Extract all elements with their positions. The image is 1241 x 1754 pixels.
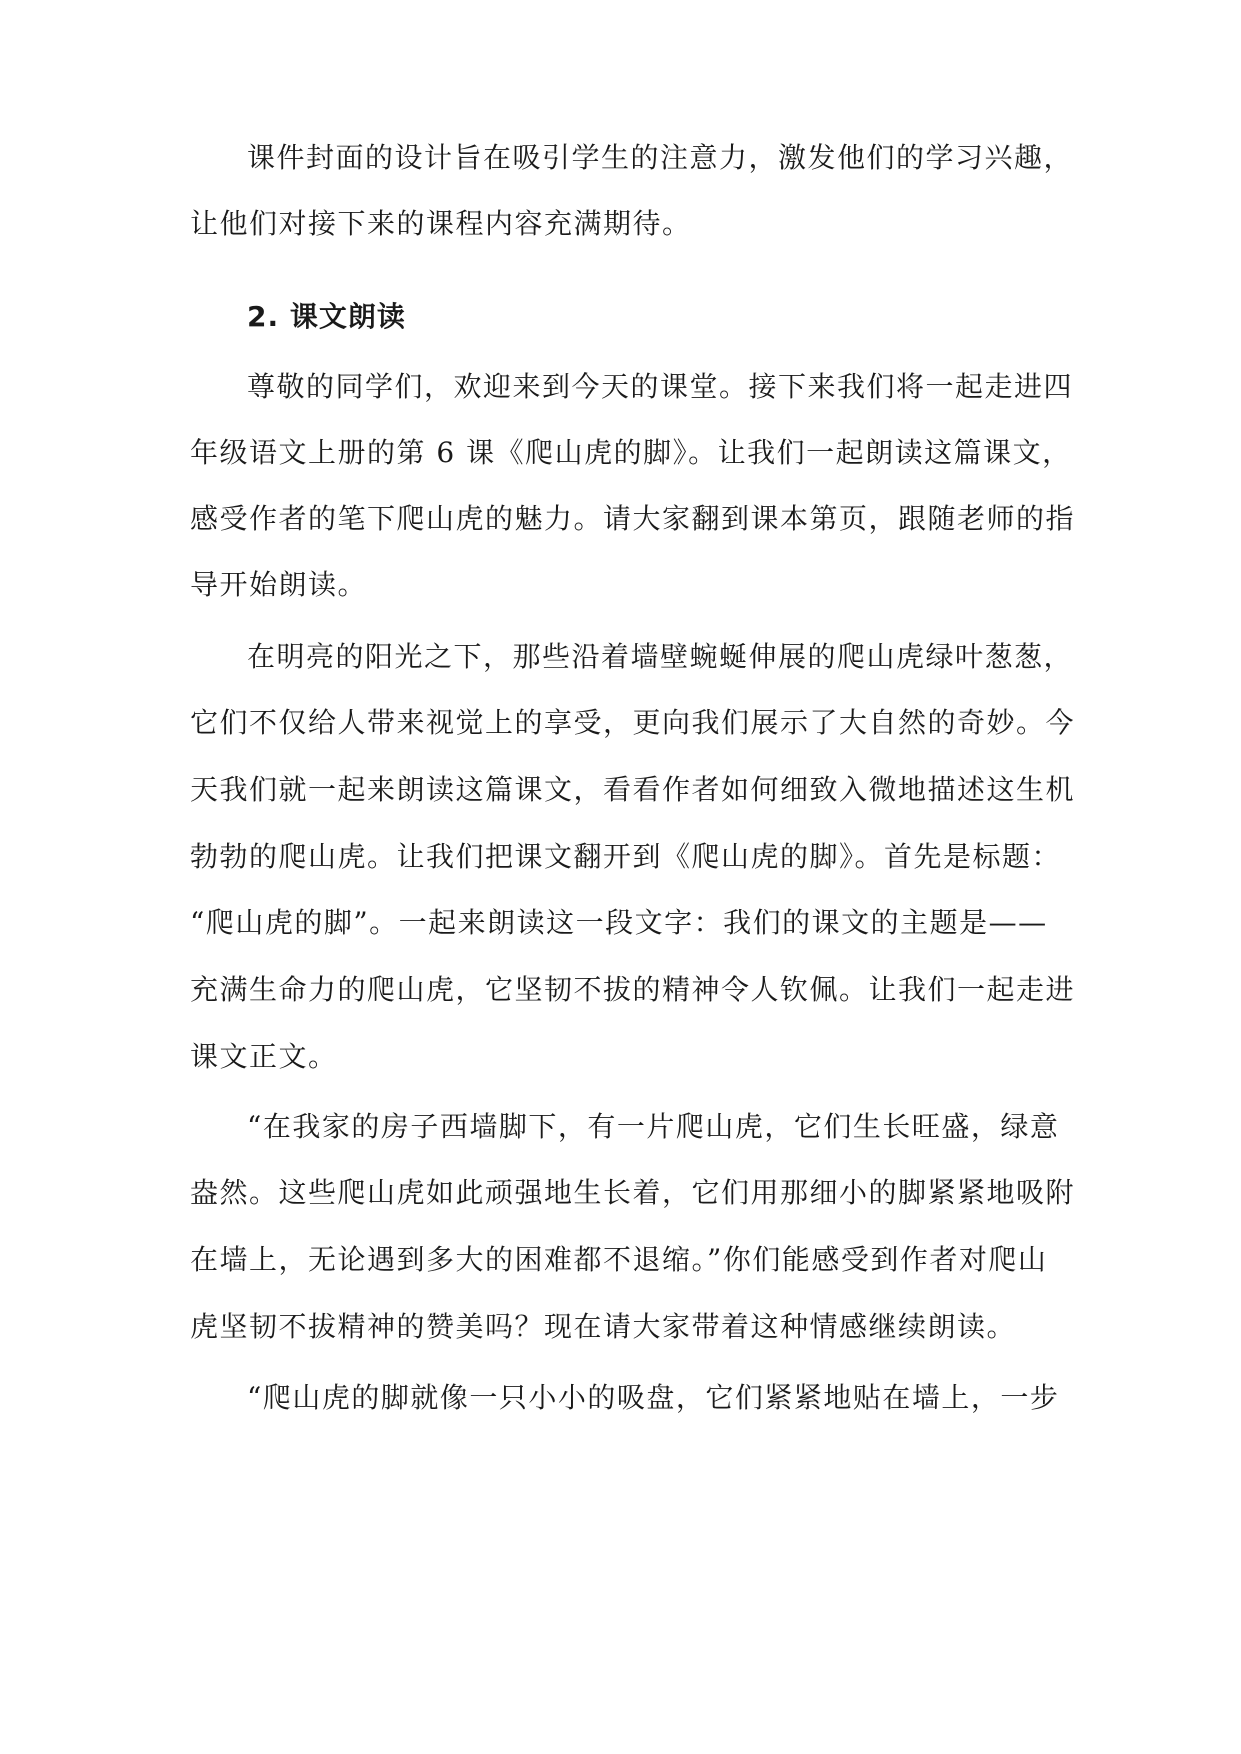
paragraph-4-line-4: 虎坚韧不拔精神的赞美吗？现在请大家带着这种情感继续朗读。 — [190, 1310, 1017, 1343]
paragraph-3-line-5: “爬山虎的脚”。一起来朗读这一段文字：我们的课文的主题是—— — [190, 906, 1048, 939]
paragraph-1-line-2: 让他们对接下来的课程内容充满期待。 — [190, 207, 692, 240]
paragraph-3-line-2: 它们不仅给人带来视觉上的享受，更向我们展示了大自然的奇妙。今 — [190, 706, 1076, 739]
paragraph-4-line-2: 盎然。这些爬山虎如此顽强地生长着，它们用那细小的脚紧紧地吸附 — [190, 1176, 1076, 1209]
paragraph-4-line-3: 在墙上，无论遇到多大的困难都不退缩。”你们能感受到作者对爬山 — [190, 1243, 1048, 1276]
paragraph-2-line-4: 导开始朗读。 — [190, 568, 368, 601]
paragraph-2-line-2: 年级语文上册的第 6 课《爬山虎的脚》。让我们一起朗读这篇课文， — [190, 436, 1072, 469]
paragraph-2-line-1: 尊敬的同学们，欢迎来到今天的课堂。接下来我们将一起走进四 — [247, 370, 1074, 403]
paragraph-3-line-1: 在明亮的阳光之下，那些沿着墙壁蜿蜒伸展的爬山虎绿叶葱葱， — [247, 640, 1074, 673]
paragraph-3-line-4: 勃勃的爬山虎。让我们把课文翻开到《爬山虎的脚》。首先是标题： — [190, 840, 1062, 873]
paragraph-3-line-7: 课文正文。 — [190, 1040, 338, 1073]
paragraph-5-line-1: “爬山虎的脚就像一只小小的吸盘，它们紧紧地贴在墙上，一步 — [247, 1381, 1060, 1414]
paragraph-3-line-3: 天我们就一起来朗读这篇课文，看看作者如何细致入微地描述这生机 — [190, 773, 1076, 806]
paragraph-3-line-6: 充满生命力的爬山虎，它坚韧不拔的精神令人钦佩。让我们一起走进 — [190, 973, 1076, 1006]
paragraph-2-line-3: 感受作者的笔下爬山虎的魅力。请大家翻到课本第页，跟随老师的指 — [190, 502, 1076, 535]
paragraph-4-line-1: “在我家的房子西墙脚下，有一片爬山虎，它们生长旺盛，绿意 — [247, 1110, 1060, 1143]
paragraph-1-line-1: 课件封面的设计旨在吸引学生的注意力，激发他们的学习兴趣， — [247, 141, 1074, 174]
section-heading: 2. 课文朗读 — [247, 300, 406, 333]
